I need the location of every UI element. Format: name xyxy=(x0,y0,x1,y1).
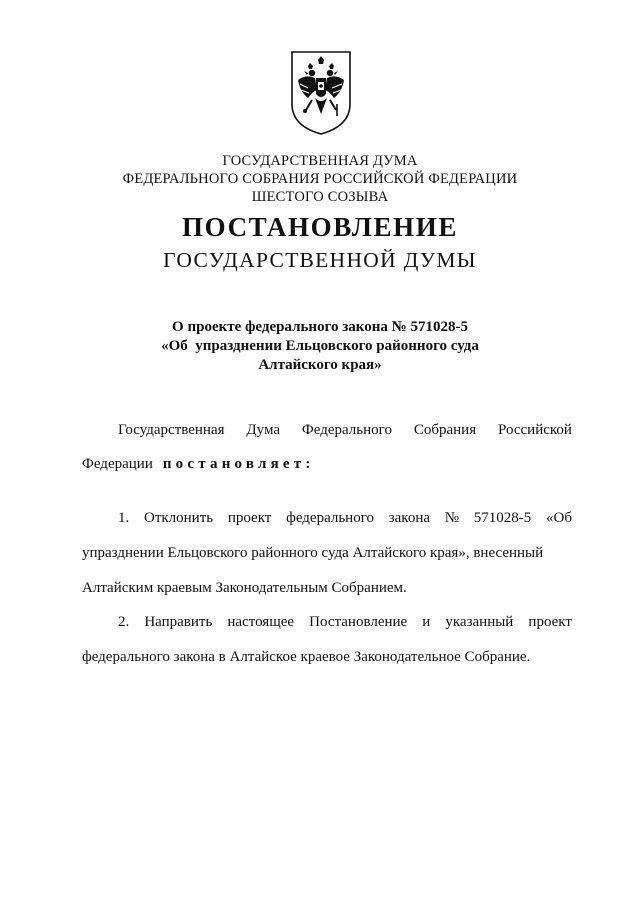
decree-word: постановляет: xyxy=(162,456,315,472)
item-2-word: Направить xyxy=(144,614,213,630)
document-subject xyxy=(0,318,640,375)
document-subtitle: ГОСУДАРСТВЕННОЙ ДУМЫ xyxy=(163,248,477,272)
header-line-2: ФЕДЕРАЛЬНОГО СОБРАНИЯ РОССИЙСКОЙ ФЕДЕРАЦИИ xyxy=(122,171,518,187)
preamble-word: Российской xyxy=(498,422,572,438)
subject-line-1: О проекте федерального закона № 571028-5 xyxy=(172,319,468,335)
preamble-start: Федерации xyxy=(82,456,153,472)
document-title: ПОСТАНОВЛЕНИЕ xyxy=(182,212,458,242)
item-2-line-1 xyxy=(118,614,572,631)
subject-line-2: «Об упразднении Ельцовского районного суда xyxy=(161,338,479,354)
item-2-word: Постановление xyxy=(309,614,408,630)
item-2-word: настоящее xyxy=(227,614,295,630)
item-2-word: указанный xyxy=(445,614,514,630)
double-headed-eagle-icon xyxy=(288,48,354,138)
item-1-word: закона xyxy=(388,510,431,526)
preamble-line-1 xyxy=(118,422,572,439)
preamble-line-2 xyxy=(82,456,572,473)
item-1-word: № xyxy=(444,510,460,526)
item-1-word: «Об xyxy=(546,510,572,526)
item-1-text: Алтайским краевым Законодательным Собранием. xyxy=(82,580,407,596)
item-1-word: федерального xyxy=(286,510,374,526)
item-1-word: 571028-5 xyxy=(473,510,532,526)
item-1-word: проект xyxy=(227,510,272,526)
item-1-line-1 xyxy=(118,510,572,527)
coat-of-arms-emblem xyxy=(288,48,354,138)
header-line-3: ШЕСТОГО СОЗЫВА xyxy=(251,189,389,205)
item-2-text: федерального закона в Алтайское краевое Законодательное Собрание. xyxy=(82,649,531,665)
header-line-1: ГОСУДАРСТВЕННАЯ ДУМА xyxy=(222,153,418,169)
item-1-word: 1. xyxy=(118,510,130,526)
item-1-word: Отклонить xyxy=(143,510,214,526)
item-2-line-2 xyxy=(82,649,572,666)
preamble-word: Государственная xyxy=(118,422,225,438)
item-2-word: проект xyxy=(528,614,572,630)
preamble-word: Федерального xyxy=(301,422,392,438)
item-1-line-2 xyxy=(82,545,572,562)
item-1-line-3 xyxy=(82,580,572,597)
subject-line-3: Алтайского края» xyxy=(258,357,382,373)
item-1-text: упразднении Ельцовского районного суда Алтайского края», внесенный xyxy=(82,545,544,561)
item-2-word: и xyxy=(422,614,431,630)
item-2-word: 2. xyxy=(118,614,130,630)
preamble-word: Собрания xyxy=(413,422,477,438)
preamble-word: Дума xyxy=(246,422,281,438)
issuer-header xyxy=(0,152,640,206)
